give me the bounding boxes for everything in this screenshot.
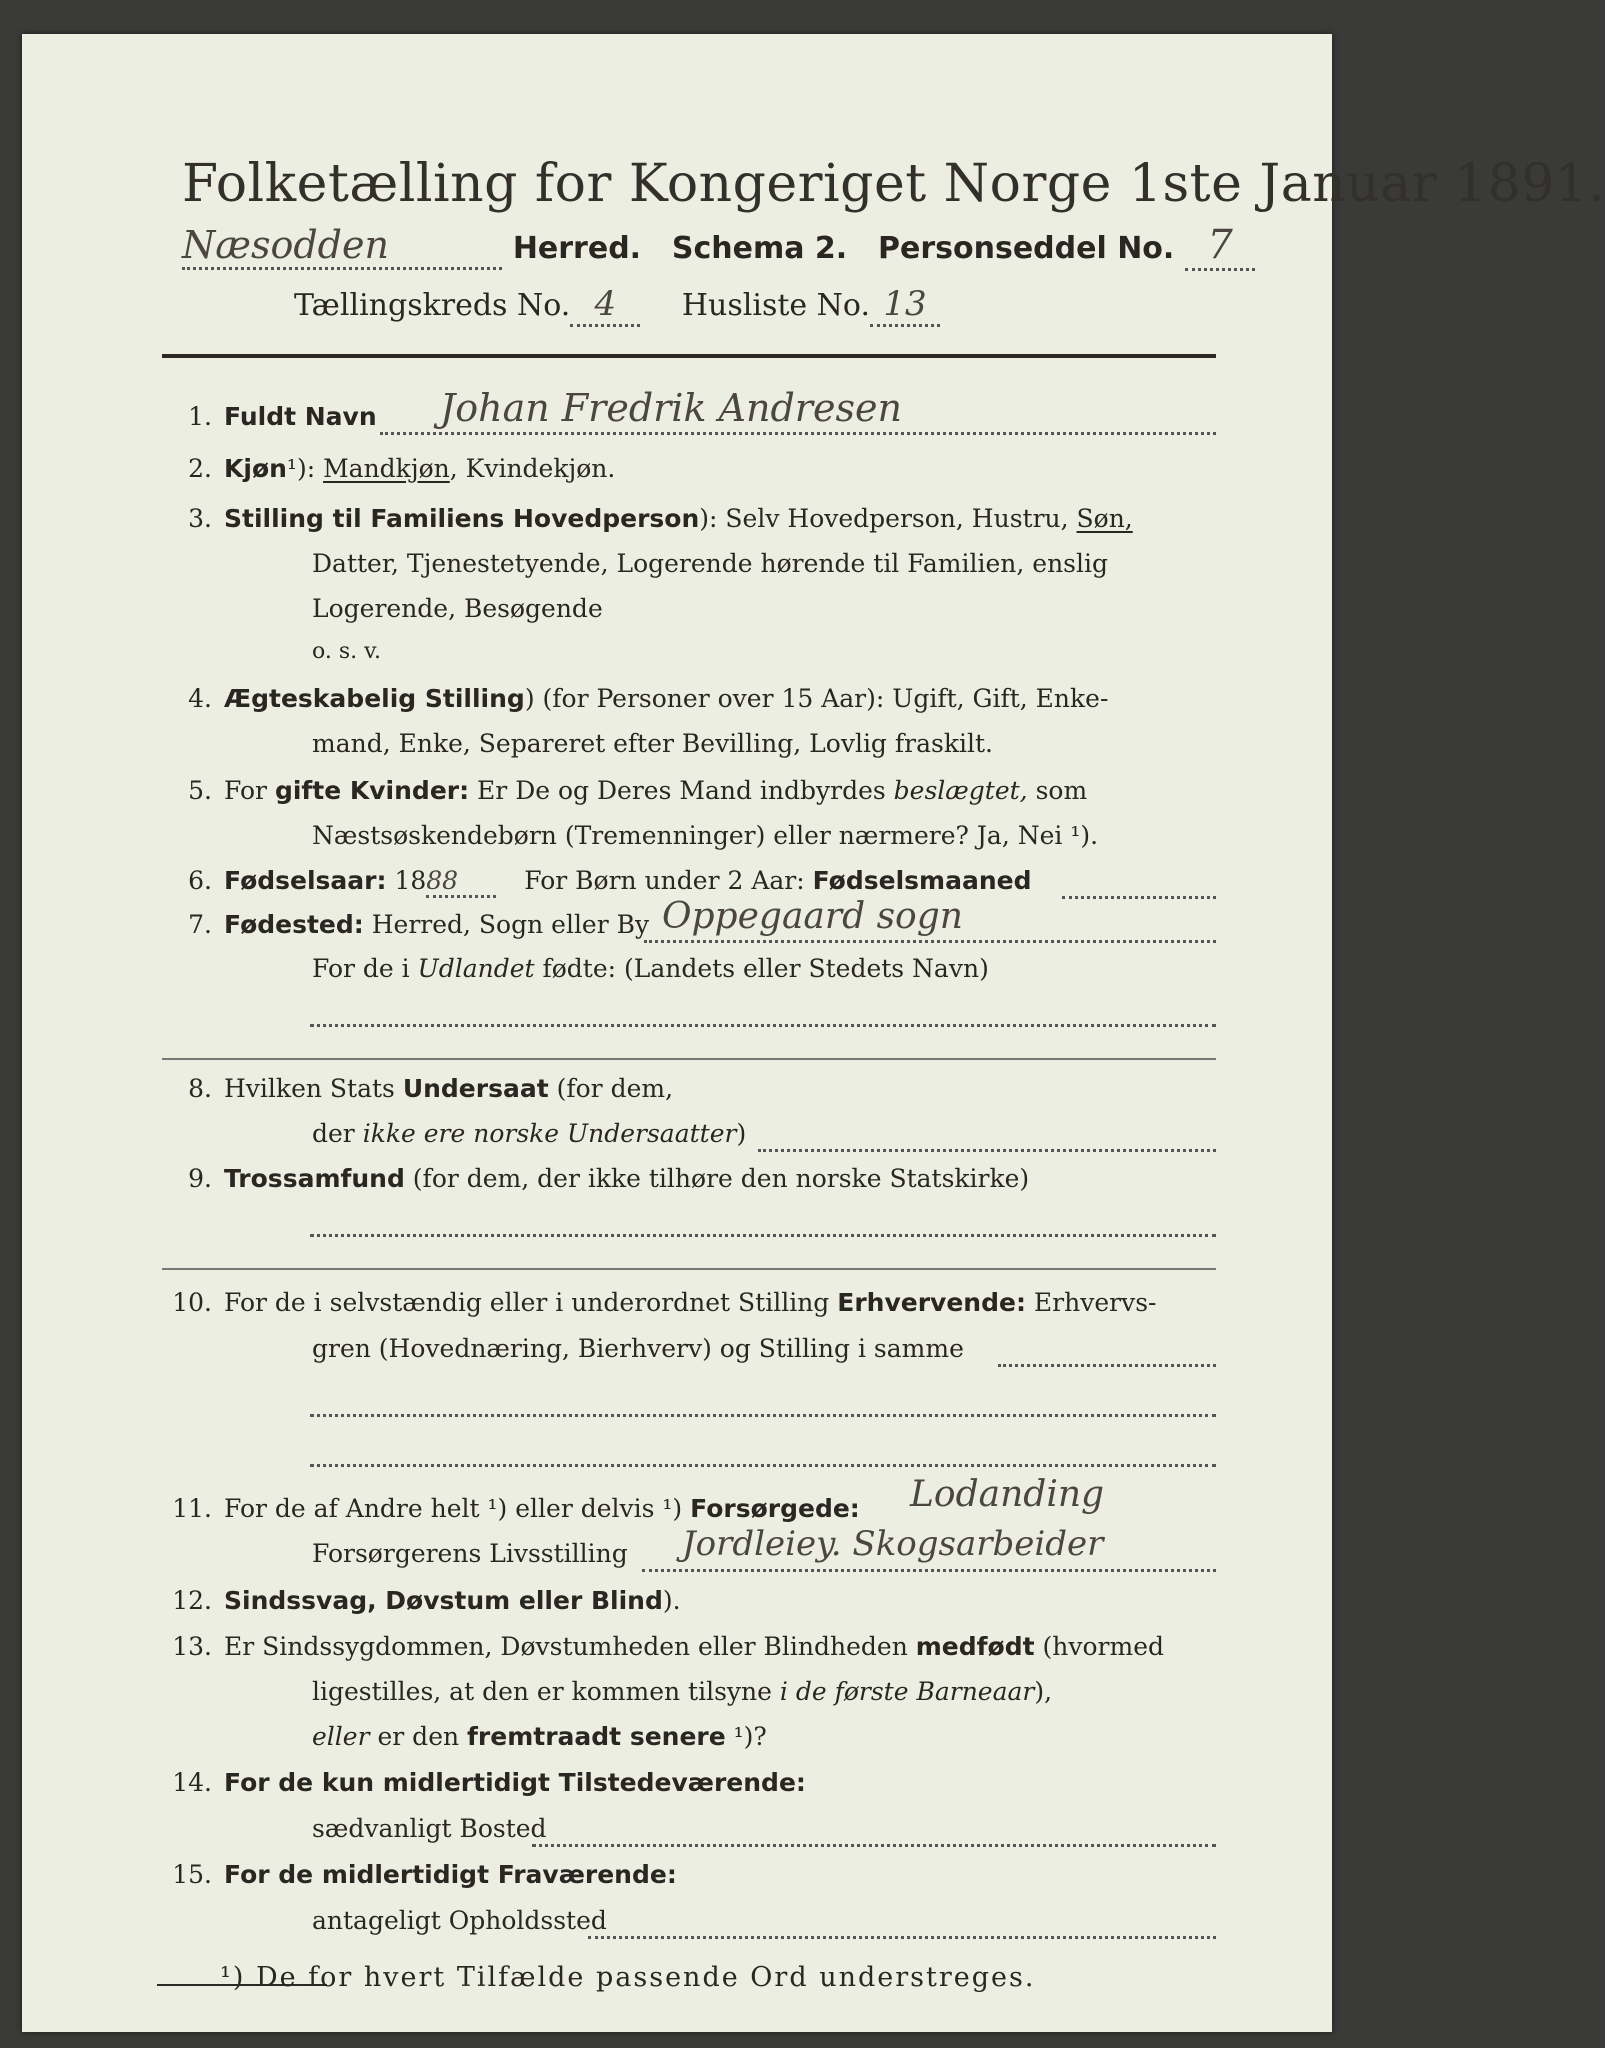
q5-line2: Næstsøskendebørn (Tremenninger) eller nærmere? Ja, Nei ¹). bbox=[312, 821, 1099, 850]
q7-line2 bbox=[312, 954, 989, 983]
q8-line2-italic: ikke ere norske Undersaatter bbox=[362, 1119, 737, 1148]
q3-rest: ): Selv Hovedperson, Hustru, bbox=[699, 504, 1077, 533]
kreds-value: 4 bbox=[570, 284, 640, 327]
q1-label: Fuldt Navn bbox=[224, 402, 377, 431]
herred-row bbox=[182, 222, 1255, 271]
q13-line2-italic: i de første Barneaar bbox=[779, 1677, 1035, 1706]
footnote: ¹) De for hvert Tilfælde passende Ord understreges. bbox=[220, 1962, 1036, 1993]
q10-line2: gren (Hovednæring, Bierhverv) og Stilling i samme bbox=[312, 1334, 964, 1363]
q8-fill-line bbox=[758, 1149, 1216, 1152]
q14-fill-line bbox=[532, 1844, 1216, 1847]
q2-sup: ¹ bbox=[286, 454, 297, 483]
q7-rest: Herred, Sogn eller By bbox=[363, 910, 650, 939]
q7-label: Fødested: bbox=[224, 910, 364, 939]
q10-label: Erhvervende: bbox=[837, 1288, 1026, 1317]
q5-rest: Er De og Deres Mand indbyrdes bbox=[469, 776, 894, 805]
q13-label: medfødt bbox=[915, 1632, 1035, 1661]
q7-line2-italic: Udlandet bbox=[417, 954, 535, 983]
q11-row bbox=[224, 1494, 860, 1523]
q11-line2: Forsørgerens Livsstilling bbox=[312, 1539, 628, 1568]
q13-row bbox=[224, 1632, 1164, 1661]
q11-number: 11. bbox=[172, 1494, 212, 1523]
q5-label: gifte Kvinder: bbox=[274, 776, 470, 805]
kreds-label: Tællingskreds No. bbox=[294, 288, 571, 323]
q10-rest: Erhvervs- bbox=[1025, 1288, 1157, 1317]
q1-fill-line bbox=[380, 432, 1216, 435]
q5-number: 5. bbox=[188, 776, 212, 805]
q13-line3-a: er den bbox=[369, 1722, 468, 1751]
q3-line3: Logerende, Besøgende bbox=[312, 594, 603, 623]
q11-prefix: For de af Andre helt ¹) eller delvis ¹) bbox=[224, 1494, 691, 1523]
q2-rest-a: ): bbox=[296, 454, 324, 483]
q15-fill-line bbox=[588, 1936, 1216, 1939]
q9-row bbox=[224, 1164, 1029, 1193]
q13-line3-italic: eller bbox=[312, 1722, 370, 1751]
q8-line2-a: der bbox=[312, 1119, 363, 1148]
q2-label: Kjøn bbox=[224, 454, 287, 483]
q11-label: Forsørgede: bbox=[690, 1494, 860, 1523]
herred-label: Herred. bbox=[512, 231, 642, 266]
q7-divider bbox=[162, 1058, 1216, 1060]
q12-label: Sindssvag, Døvstum eller Blind bbox=[224, 1586, 663, 1615]
q15-label: For de midlertidigt Fraværende: bbox=[224, 1860, 677, 1889]
q11-fill-line bbox=[642, 1569, 1216, 1572]
census-form-page bbox=[22, 34, 1605, 2032]
q6-fill-line bbox=[1062, 896, 1216, 899]
husliste-label: Husliste No. bbox=[681, 288, 871, 323]
q12-row bbox=[224, 1586, 681, 1615]
q15-number: 15. bbox=[172, 1860, 212, 1889]
q4-rest: ) (for Personer over 15 Aar): Ugift, Gift, Enke- bbox=[524, 684, 1109, 713]
q11-value2: Jordleiey. Skogsarbeider bbox=[682, 1524, 1104, 1564]
form-title: Folketælling for Kongeriget Norge 1ste Januar 1891. bbox=[182, 154, 1605, 214]
q13-line3-bold: fremtraadt senere bbox=[467, 1722, 726, 1751]
q6-mid: For Børn under 2 Aar: bbox=[524, 866, 813, 895]
q10-fill-line bbox=[998, 1364, 1216, 1367]
q4-line2: mand, Enke, Separeret efter Bevilling, Lovlig fraskilt. bbox=[312, 729, 993, 758]
q7-blank-line bbox=[310, 1024, 1216, 1027]
q10-blank-line-1 bbox=[310, 1414, 1216, 1417]
q13-number: 13. bbox=[172, 1632, 212, 1661]
q13-rest: (hvormed bbox=[1034, 1632, 1164, 1661]
q12-rest: ). bbox=[662, 1586, 681, 1615]
q4-label: Ægteskabelig Stilling bbox=[224, 684, 525, 713]
q1-number: 1. bbox=[188, 402, 212, 431]
personseddel-value: 7 bbox=[1185, 222, 1255, 271]
q8-row bbox=[224, 1074, 673, 1103]
q8-line2-b: ) bbox=[736, 1119, 747, 1148]
q10-number: 10. bbox=[172, 1288, 212, 1317]
q7-fill-line bbox=[644, 940, 1216, 943]
q10-row bbox=[224, 1288, 1156, 1317]
q6-prefix: 18 bbox=[394, 866, 427, 895]
q6-value: 88 bbox=[426, 866, 496, 898]
q3-number: 3. bbox=[188, 504, 212, 533]
q13-line2-a: ligestilles, at den er kommen tilsyne bbox=[312, 1677, 780, 1706]
husliste-value: 13 bbox=[870, 284, 940, 327]
schema-label: Schema 2. bbox=[671, 231, 848, 266]
q6-label2: Fødselsmaaned bbox=[812, 866, 1032, 895]
q7-value: Oppegaard sogn bbox=[662, 896, 963, 937]
q14-number: 14. bbox=[172, 1768, 212, 1797]
q12-number: 12. bbox=[172, 1586, 212, 1615]
personseddel-label: Personseddel No. bbox=[878, 231, 1175, 266]
q3-label: Stilling til Familiens Hovedperson bbox=[224, 504, 700, 533]
q7-line2-b: fødte: (Landets eller Stedets Navn) bbox=[534, 954, 989, 983]
kreds-row bbox=[294, 284, 940, 327]
q3-row bbox=[224, 504, 1133, 533]
q8-rest: (for dem, bbox=[548, 1074, 674, 1103]
q9-rest: (for dem, der ikke tilhøre den norske Statskirke) bbox=[404, 1164, 1030, 1193]
q7-row bbox=[224, 910, 649, 939]
q9-label: Trossamfund bbox=[224, 1164, 405, 1193]
q10-prefix: For de i selvstændig eller i underordnet Stilling bbox=[224, 1288, 838, 1317]
q3-line4: o. s. v. bbox=[312, 639, 381, 664]
q2-rest-b: , Kvindekjøn. bbox=[449, 454, 616, 483]
q13-line3-c: ¹)? bbox=[725, 1722, 767, 1751]
q9-divider bbox=[162, 1268, 1216, 1270]
q11-value: Lodanding bbox=[910, 1474, 1105, 1515]
q9-number: 9. bbox=[188, 1164, 212, 1193]
q7-line2-a: For de i bbox=[312, 954, 418, 983]
q5-prefix: For bbox=[224, 776, 275, 805]
q9-blank-line bbox=[310, 1234, 1216, 1237]
q8-label: Undersaat bbox=[402, 1074, 549, 1103]
q8-line2 bbox=[312, 1119, 746, 1148]
q14-line2: sædvanligt Bosted bbox=[312, 1814, 547, 1843]
q3-option-son: Søn, bbox=[1076, 504, 1133, 533]
q5-italic: beslægtet, bbox=[893, 776, 1028, 805]
q13-line2-b: ), bbox=[1034, 1677, 1053, 1706]
q7-number: 7. bbox=[188, 910, 212, 939]
q13-prefix: Er Sindssygdommen, Døvstumheden eller Blindheden bbox=[224, 1632, 916, 1661]
q5-row bbox=[224, 776, 1087, 805]
q6-row bbox=[224, 866, 1031, 898]
herred-value: Næsodden bbox=[182, 223, 502, 270]
q5-rest2: som bbox=[1027, 776, 1088, 805]
q1-row bbox=[224, 402, 377, 431]
q10-blank-line-2 bbox=[310, 1464, 1216, 1467]
q6-number: 6. bbox=[188, 866, 212, 895]
q15-line2: antageligt Opholdssted bbox=[312, 1906, 607, 1935]
q4-row bbox=[224, 684, 1108, 713]
q8-number: 8. bbox=[188, 1074, 212, 1103]
q2-number: 2. bbox=[188, 454, 212, 483]
q3-line2: Datter, Tjenestetyende, Logerende hørende til Familien, enslig bbox=[312, 549, 1109, 578]
q13-line2 bbox=[312, 1677, 1052, 1706]
q2-option-mandkjon: Mandkjøn bbox=[323, 454, 450, 483]
q14-label: For de kun midlertidigt Tilstedeværende: bbox=[224, 1768, 806, 1797]
q13-line3 bbox=[312, 1722, 767, 1751]
q4-number: 4. bbox=[188, 684, 212, 713]
q2-row bbox=[224, 454, 615, 483]
q6-label: Fødselsaar: bbox=[224, 866, 387, 895]
q8-prefix: Hvilken Stats bbox=[224, 1074, 403, 1103]
q1-value: Johan Fredrik Andresen bbox=[440, 386, 902, 430]
header-rule bbox=[162, 354, 1216, 358]
